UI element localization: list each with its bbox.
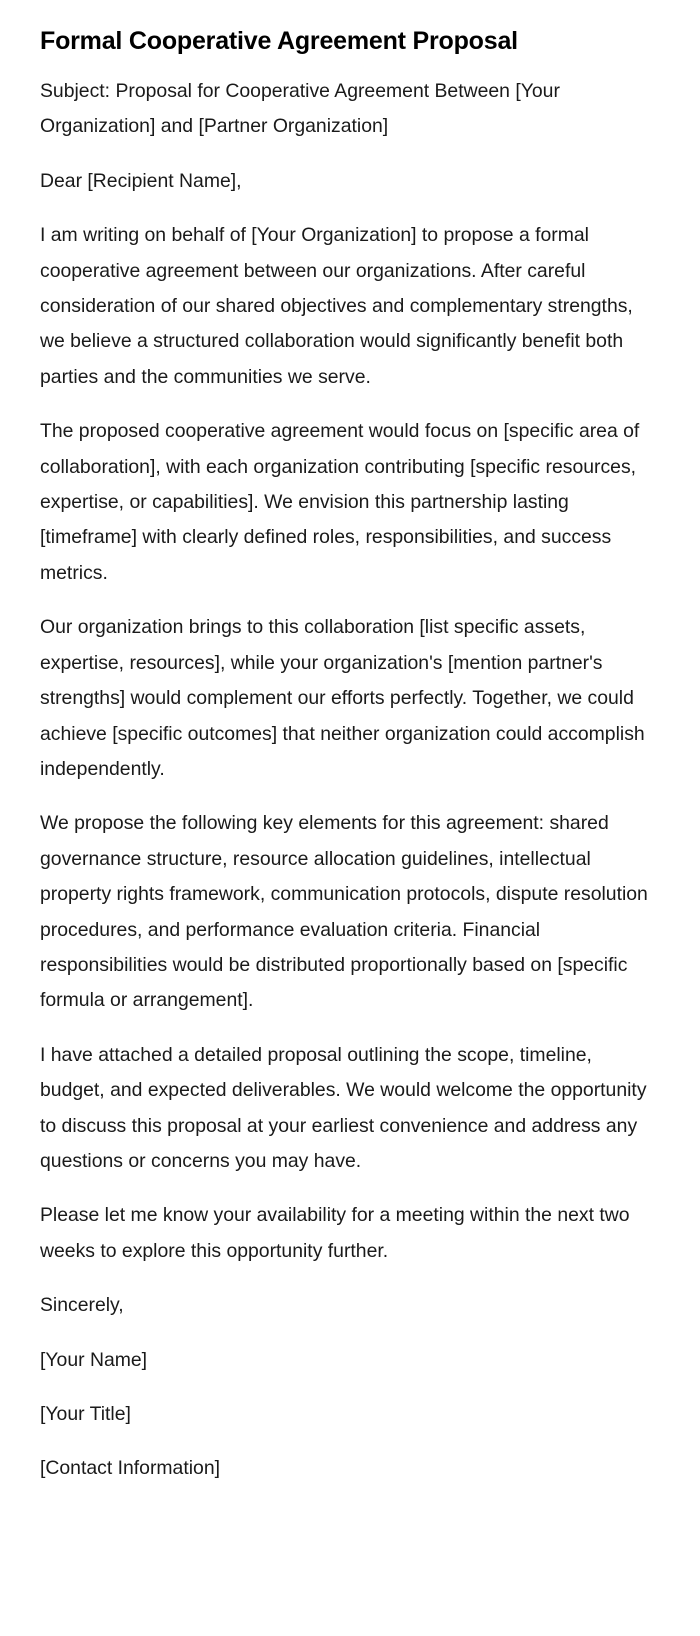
signature-contact: [Contact Information]: [40, 1457, 220, 1480]
letter-greeting: Dear [Recipient Name],: [40, 169, 242, 192]
body-paragraph-focus: The proposed cooperative agreement would focus on [specific area of collaboration], with each organization contributing [specific resources, expertise, or capabilities]. We envision this partnership lasting [timeframe] with clearly defined roles, responsibilities, and success metrics.: [40, 420, 640, 584]
body-paragraph-meeting-request: Please let me know your availability for a meeting within the next two weeks to explore this opportunity further.: [40, 1204, 630, 1262]
letter-subject: Subject: Proposal for Cooperative Agreement Between [Your Organization] and [Partner Organization]: [40, 80, 560, 138]
signature-name: [Your Name]: [40, 1348, 148, 1371]
letter-closing: Sincerely,: [40, 1294, 124, 1317]
body-paragraph-contributions: Our organization brings to this collaboration [list specific assets, expertise, resources], while your organization's [mention partner's strengths] would complement our efforts perfectly. Together, we could achieve [specific outcomes] that neither organization could accomplish independently.: [40, 616, 645, 780]
body-paragraph-key-elements: We propose the following key elements for this agreement: shared governance structure, resource allocation guidelines, intellectual property rights framework, communication protocols, dispute resolution procedures, and performance evaluation criteria. Financial responsibilities would be distributed proportionally based on [specific formula or arrangement].: [40, 812, 648, 1012]
signature-title: [Your Title]: [40, 1403, 131, 1425]
letter-title: Formal Cooperative Agreement Proposal: [40, 27, 518, 55]
body-paragraph-attachment: I have attached a detailed proposal outlining the scope, timeline, budget, and expected deliverables. We would welcome the opportunity to discuss this proposal at your earliest convenience and address any questions or concerns you may have.: [40, 1043, 647, 1172]
body-paragraph-intro: I am writing on behalf of [Your Organization] to propose a formal cooperative agreement between our organizations. After careful consideration of our shared objectives and complementary strengths, we believe a structured collaboration would significantly benefit both parties and the communities we serve.: [40, 224, 633, 388]
